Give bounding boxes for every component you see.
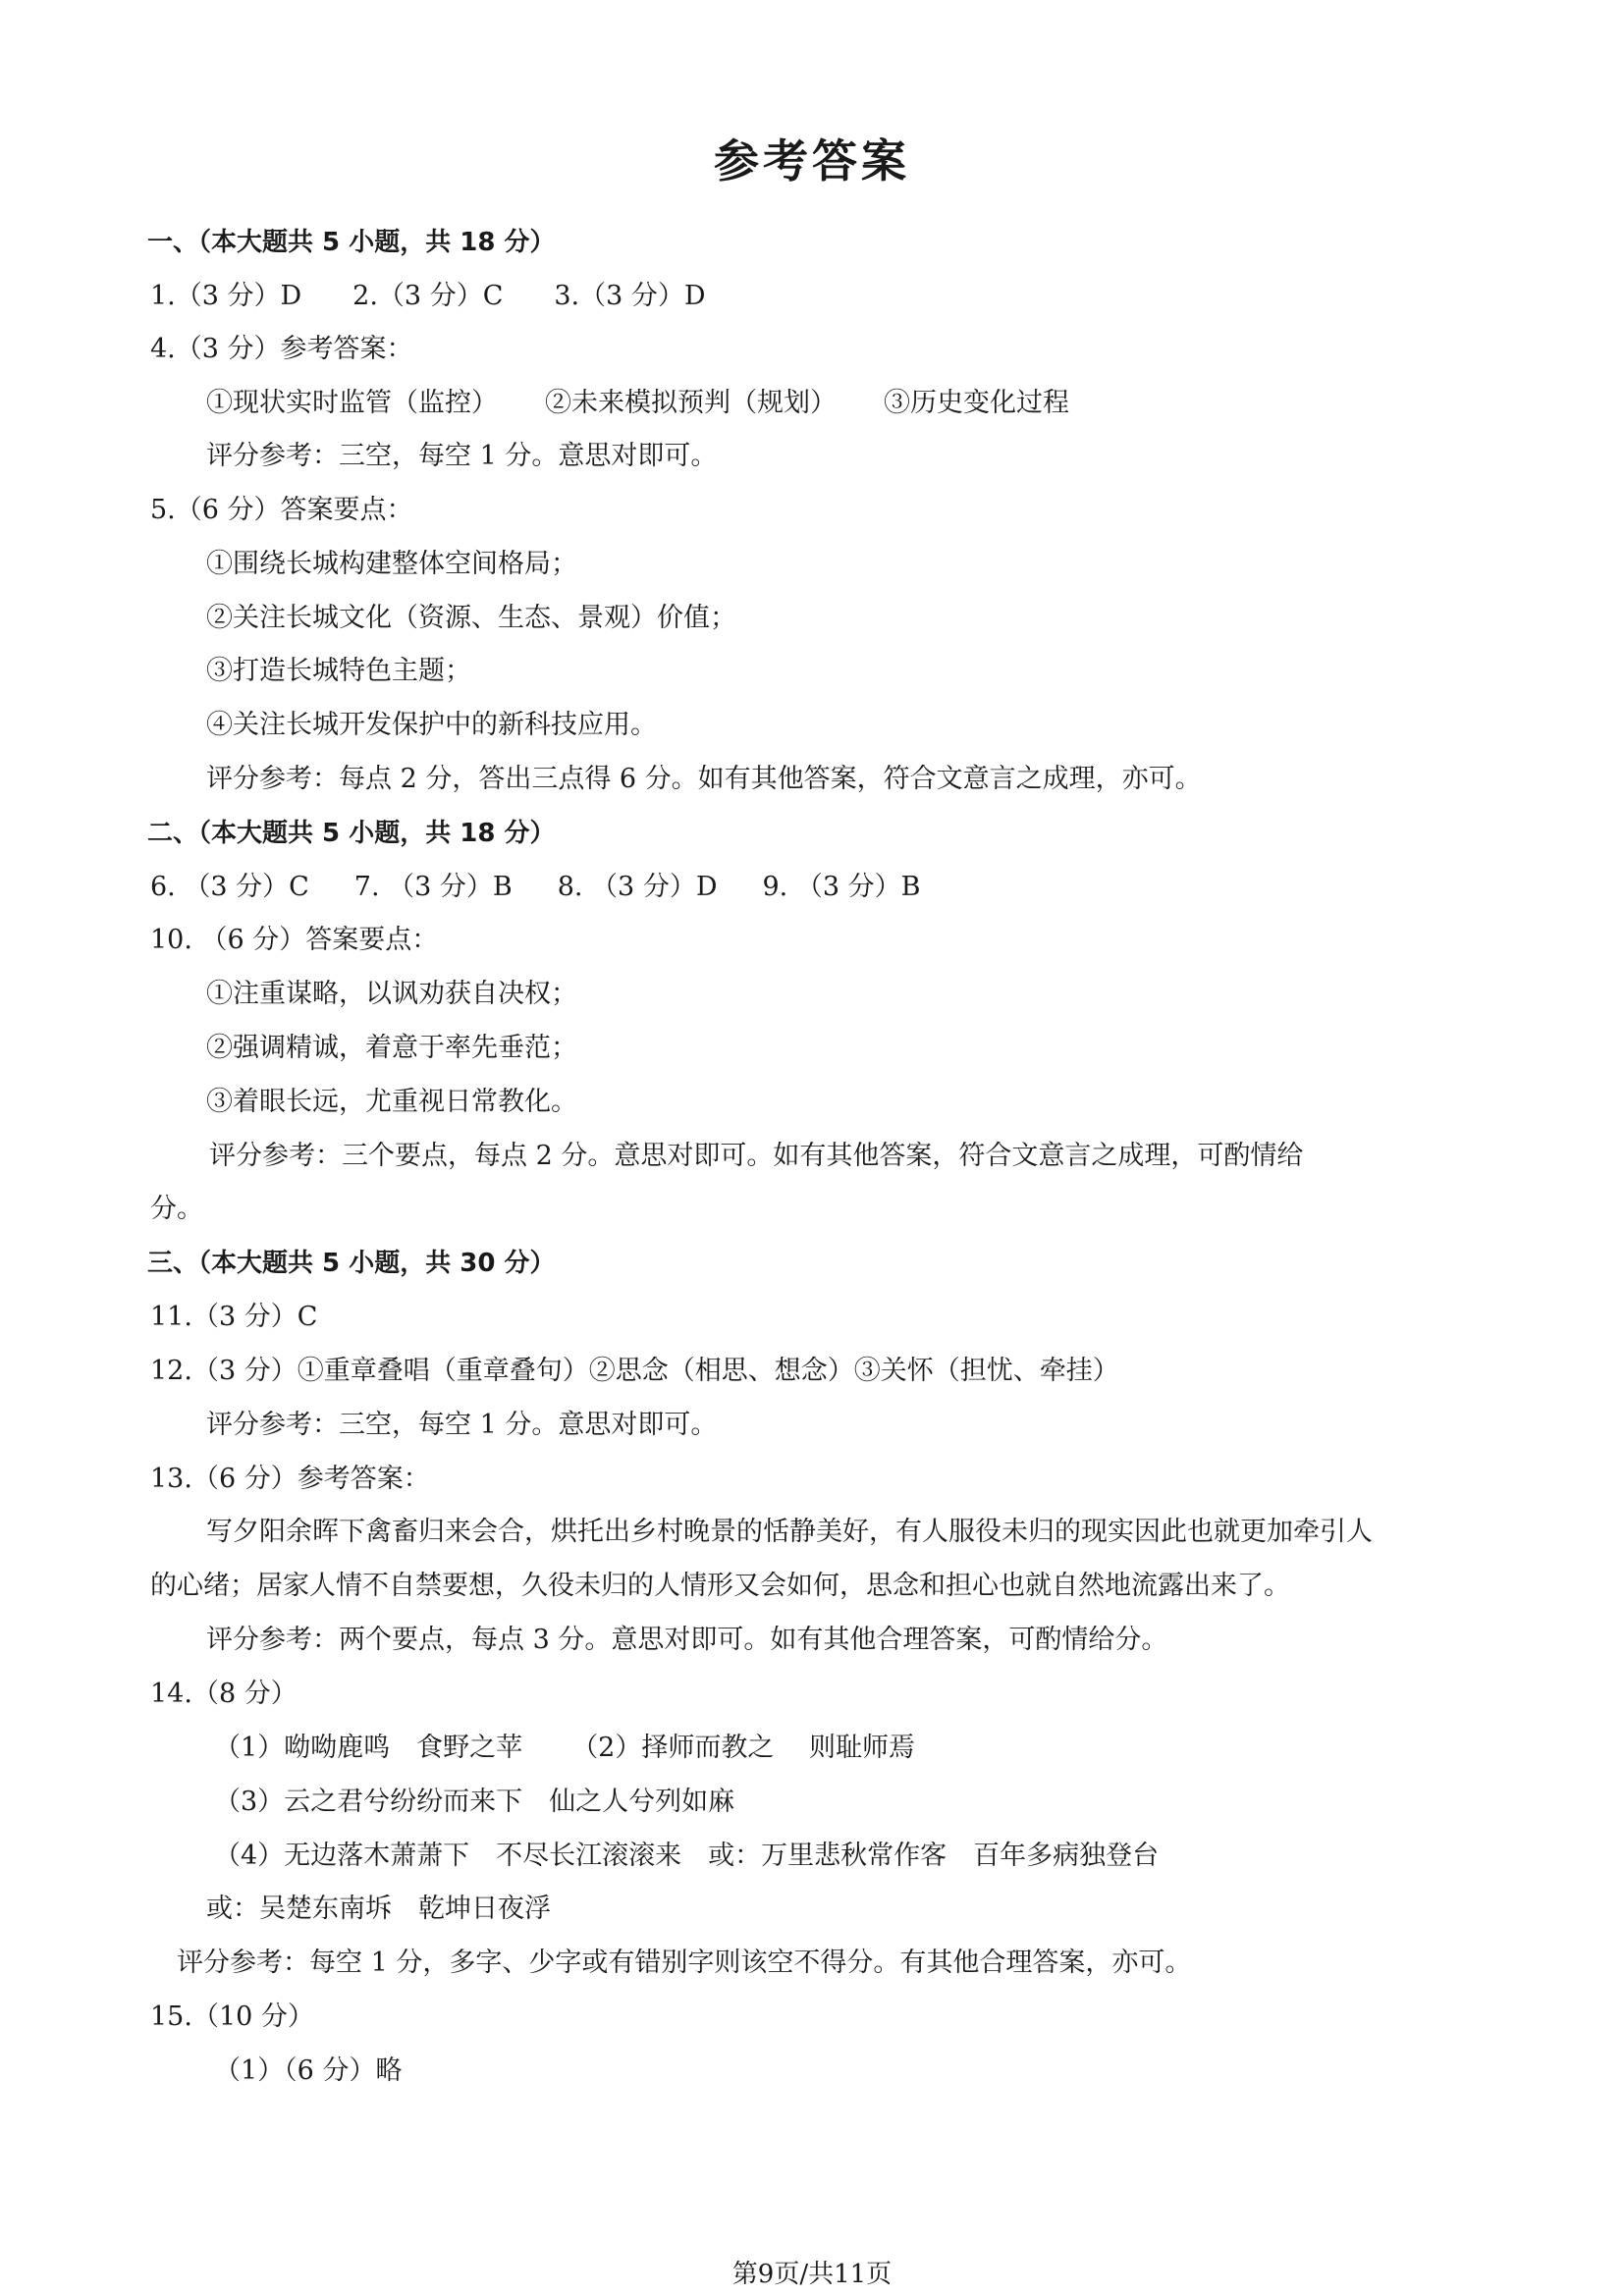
- q4-item: ①现状实时监管（监控）: [206, 388, 498, 418]
- q5-item: ③打造长城特色主题；: [206, 656, 471, 686]
- section-1-heading: 一、（本大题共 5 小题，共 18 分）: [147, 228, 556, 257]
- q14-part-2: （2）择师而教之 则耻师焉: [571, 1733, 915, 1763]
- q14-scoring-note: 评分参考：每空 1 分，多字、少字或有错别字则该空不得分。有其他合理答案，亦可。: [177, 1948, 1192, 1978]
- q5-item: ①围绕长城构建整体空间格局；: [206, 549, 577, 579]
- q14-line: （4）无边落木萧萧下 不尽长江滚滚来 或：万里悲秋常作客 百年多病独登台: [214, 1841, 1160, 1871]
- answer-q7: 7. （3 分）B: [353, 872, 513, 902]
- answer-q2: 2.（3 分）C: [352, 281, 504, 311]
- q5-item: ④关注长城开发保护中的新科技应用。: [206, 710, 657, 740]
- q14-line: 或：吴楚东南坼 乾坤日夜浮: [206, 1894, 551, 1924]
- q13-scoring-note: 评分参考：两个要点，每点 3 分。意思对即可。如有其他合理答案，可酌情给分。: [206, 1625, 1168, 1655]
- q15-item: （1）（6 分）略: [214, 2056, 403, 2086]
- page-number: 第9页/共11页: [731, 2260, 893, 2289]
- q13-answer-cont: 的心绪；居家人情不自禁要想，久役未归的人情形又会如何，思念和担心也就自然地流露出来了。: [150, 1571, 1290, 1601]
- answer-q3: 3.（3 分）D: [554, 281, 706, 311]
- answer-q11: 11.（3 分）C: [150, 1302, 318, 1332]
- q4-answers: [206, 384, 1069, 423]
- q14-line: （3）云之君兮纷纷而来下 仙之人兮列如麻: [214, 1787, 735, 1817]
- answer-q9: 9. （3 分）B: [762, 872, 921, 902]
- q14-part-1: （1）呦呦鹿鸣 食野之苹: [214, 1733, 523, 1763]
- page-title: 参考答案: [714, 134, 910, 187]
- answer-q1: 1.（3 分）D: [150, 281, 302, 311]
- answer-q8: 8. （3 分）D: [557, 872, 718, 902]
- q10-scoring-note: 评分参考：三个要点，每点 2 分。意思对即可。如有其他答案，符合文意言之成理，可酌情给: [209, 1141, 1304, 1171]
- answers-q6-q9: [150, 868, 920, 907]
- q14-line: [214, 1729, 915, 1768]
- q13-heading: 13.（6 分）参考答案：: [150, 1464, 430, 1494]
- q4-scoring-note: 评分参考：三空，每空 1 分。意思对即可。: [206, 441, 718, 471]
- q10-item: ②强调精诚，着意于率先垂范；: [206, 1033, 577, 1063]
- q10-scoring-note-cont: 分。: [150, 1194, 203, 1224]
- answers-q1-q3: [150, 277, 706, 316]
- q13-answer: 写夕阳余晖下禽畜归来会合，烘托出乡村晚景的恬静美好，有人服役未归的现实因此也就更加牵引人: [206, 1517, 1373, 1547]
- q4-heading: 4.（3 分）参考答案：: [150, 334, 413, 364]
- q4-item: ③历史变化过程: [884, 388, 1069, 418]
- q5-scoring-note: 评分参考：每点 2 分，答出三点得 6 分。如有其他答案，符合文意言之成理，亦可。: [206, 764, 1202, 794]
- answer-q12: 12.（3 分）①重章叠唱（重章叠句）②思念（相思、想念）③关怀（担忧、牵挂）: [150, 1356, 1119, 1386]
- q10-heading: 10. （6 分）答案要点：: [150, 925, 439, 955]
- section-3-heading: 三、（本大题共 5 小题，共 30 分）: [147, 1249, 556, 1278]
- answer-q6: 6. （3 分）C: [150, 872, 309, 902]
- q10-item: ①注重谋略，以讽劝获自决权；: [206, 979, 577, 1009]
- q5-item: ②关注长城文化（资源、生态、景观）价值；: [206, 603, 736, 633]
- section-2-heading: 二、（本大题共 5 小题，共 18 分）: [147, 819, 556, 848]
- q14-heading: 14.（8 分）: [150, 1679, 298, 1709]
- q15-heading: 15.（10 分）: [150, 2002, 314, 2032]
- q12-scoring-note: 评分参考：三空，每空 1 分。意思对即可。: [206, 1410, 718, 1440]
- q5-heading: 5.（6 分）答案要点：: [150, 495, 413, 525]
- q4-item: ②未来模拟预判（规划）: [545, 388, 837, 418]
- q10-item: ③着眼长远，尤重视日常教化。: [206, 1087, 577, 1117]
